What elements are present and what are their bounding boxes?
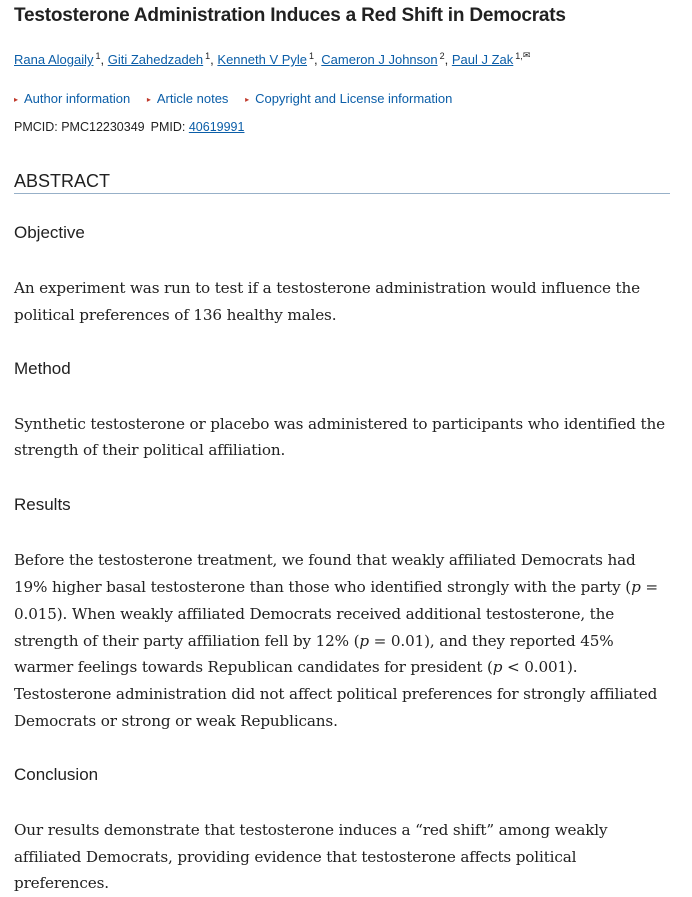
pmid-label: PMID: xyxy=(150,120,186,134)
mail-icon[interactable]: ✉ xyxy=(522,50,531,60)
triangle-right-icon: ▸ xyxy=(245,95,250,104)
p-value-symbol: p xyxy=(492,658,503,677)
affiliation-marker: 1 xyxy=(205,51,211,61)
article-notes-label: Article notes xyxy=(156,91,229,106)
affiliation-marker: 1 xyxy=(95,51,101,61)
results-text-part: = 0.01), and they reported 45% warmer feelings towards Republican candidates for president ( xyxy=(14,631,614,677)
author-link-2[interactable]: Giti Zahedzadeh xyxy=(107,52,204,67)
triangle-right-icon: ▸ xyxy=(14,95,19,104)
author-link-4[interactable]: Cameron J Johnson xyxy=(321,52,438,67)
affiliation-marker: 1, xyxy=(515,51,523,61)
results-text-part: < 0.001). Testosterone administration did not affect political preferences for strongly affiliated Democrats or strong or weak Republicans. xyxy=(14,658,658,730)
method-heading: Method xyxy=(14,358,71,378)
results-text-part: = 0.015). When weakly affiliated Democrats received additional testosterone, the strength of their party affiliation fell by 12% ( xyxy=(14,577,658,650)
author-information-label: Author information xyxy=(24,91,131,106)
copyright-license-toggle[interactable] xyxy=(245,90,452,109)
objective-text: An experiment was run to test if a testosterone administration would influence the political preferences of 136 healthy males. xyxy=(14,279,640,324)
article-title: Testosterone Administration Induces a Red Shift in Democrats xyxy=(14,5,566,26)
article-meta-links xyxy=(14,90,670,109)
objective-heading: Objective xyxy=(14,223,85,242)
results-heading: Results xyxy=(14,495,71,515)
results-text-part: Before the testosterone treatment, we found that weakly affiliated Democrats had 19% higher basal testosterone than those who identified strongly with the party ( xyxy=(14,551,636,596)
article-notes-toggle[interactable] xyxy=(147,90,229,109)
affiliation-marker: 2 xyxy=(439,51,445,61)
p-value-symbol: p xyxy=(631,577,641,596)
conclusion-text: Our results demonstrate that testosterone induces a “red shift” among weakly affiliated Democrats, providing evidence that testosterone affects political preferences. xyxy=(14,820,608,893)
author-link-5[interactable]: Paul J Zak xyxy=(451,52,514,67)
pmcid: PMCID: PMC12230349 xyxy=(14,120,145,134)
method-text: Synthetic testosterone or placebo was administered to participants who identified the strength of their political affiliation. xyxy=(14,414,665,460)
p-value-symbol: p xyxy=(359,631,369,650)
author-information-toggle[interactable] xyxy=(14,90,130,109)
pmid-link[interactable]: 40619991 xyxy=(188,120,245,134)
abstract-heading: ABSTRACT xyxy=(14,170,670,194)
conclusion-heading: Conclusion xyxy=(14,764,99,784)
results-text xyxy=(14,547,670,735)
author-link-1[interactable]: Rana Alogaily xyxy=(14,52,94,67)
affiliation-marker: 1 xyxy=(309,51,315,61)
author-link-3[interactable]: Kenneth V Pyle xyxy=(217,52,308,67)
triangle-right-icon: ▸ xyxy=(146,95,151,104)
article-identifiers xyxy=(14,118,670,136)
author-list: Rana Alogaily $^1$, Giti Zahedzadeh $^1$, Kenneth V Pyle $^1$, Cameron J Johnson $^2$, Paul J Zak $^{1,}$✉ xyxy=(14,46,670,69)
copyright-license-label: Copyright and License information xyxy=(255,91,453,106)
